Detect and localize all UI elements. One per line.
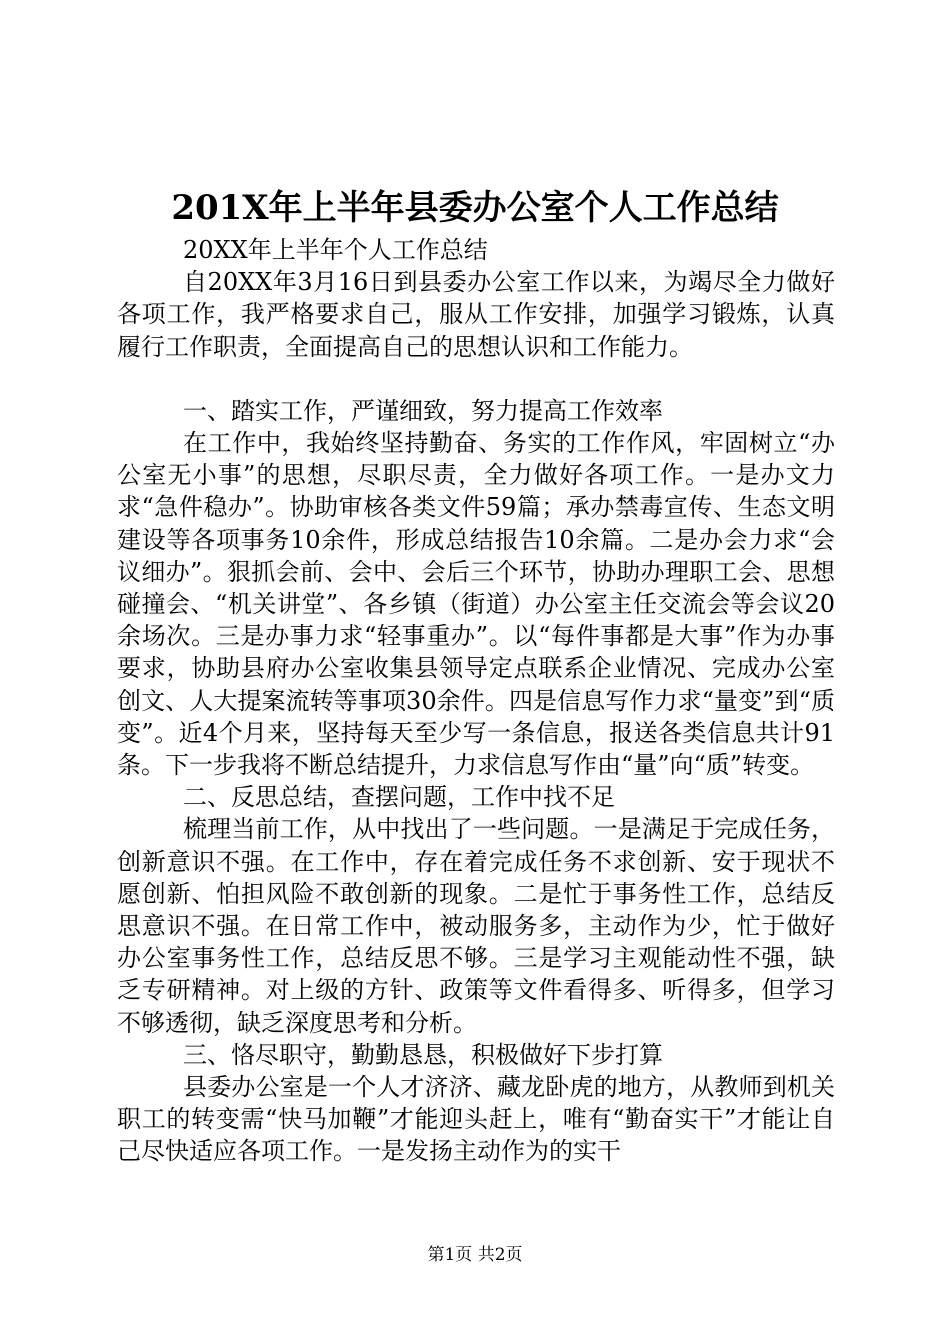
section-body-3: 县委办公室是一个人才济济、藏龙卧虎的地方，从教师到机关职工的转变需“快马加鞭”才能迎头赶上，唯有“勤奋实干”才能让自己尽快适应各项工作。一是发扬主动作为的实干 [117, 1073, 835, 1166]
page-number-footer: 第1页 共2页 [427, 1245, 523, 1265]
section-heading-2: 二、反思总结，查摆问题，工作中找不足 [183, 783, 615, 812]
intro-paragraph: 自20XX年3月16日到县委办公室工作以来，为竭尽全力做好各项工作，我严格要求自己，服从工作安排，加强学习锻炼，认真履行工作职责，全面提高自己的思想认识和工作能力。 [117, 268, 835, 361]
document-title: 201X年上半年县委办公室个人工作总结 [171, 188, 779, 228]
section-heading-1: 一、踏实工作，严谨细致，努力提高工作效率 [183, 396, 663, 425]
subtitle-paragraph: 20XX年上半年个人工作总结 [183, 236, 488, 264]
section-body-2: 梳理当前工作，从中找出了一些问题。一是满足于完成任务，创新意识不强。在工作中，存在着完成任务不求创新、安于现状不愿创新、怕担风险不敢创新的现象。二是忙于事务性工作，总结反思意识不强。在日常工作中，被动服务多，主动作为少，忙于做好办公室事务性工作，总结反思不够。三是学习主观能动性不强，缺乏专研精神。对上级的方针、政策等文件看得多、听得多，但学习不够透彻，缺乏深度思考和分析。 [117, 815, 835, 1037]
document-body [117, 234, 835, 1168]
section-heading-3: 三、恪尽职守，勤勤恳恳，积极做好下步打算 [183, 1040, 663, 1069]
section-body-1: 在工作中，我始终坚持勤奋、务实的工作作风，牢固树立“办公室无小事”的思想，尽职尽责，全力做好各项工作。一是办文力求“急件稳办”。协助审核各类文件59篇；承办禁毒宣传、生态文明建设等各项事务10余件，形成总结报告10余篇。二是办会力求“会议细办”。狠抓会前、会中、会后三个环节，协助办理职工会、思想碰撞会、“机关讲堂”、各乡镇（街道）办公室主任交流会等会议20余场次。三是办事力求“轻事重办”。以“每件事都是大事”作为办事要求，协助县府办公室收集县领导定点联系企业情况、完成办公室创文、人大提案流转等事项30余件。四是信息写作力求“量变”到“质变”。近4个月来，坚持每天至少写一条信息，报送各类信息共计91条。下一步我将不断总结提升，力求信息写作由“量”向“质”转变。 [117, 429, 835, 780]
